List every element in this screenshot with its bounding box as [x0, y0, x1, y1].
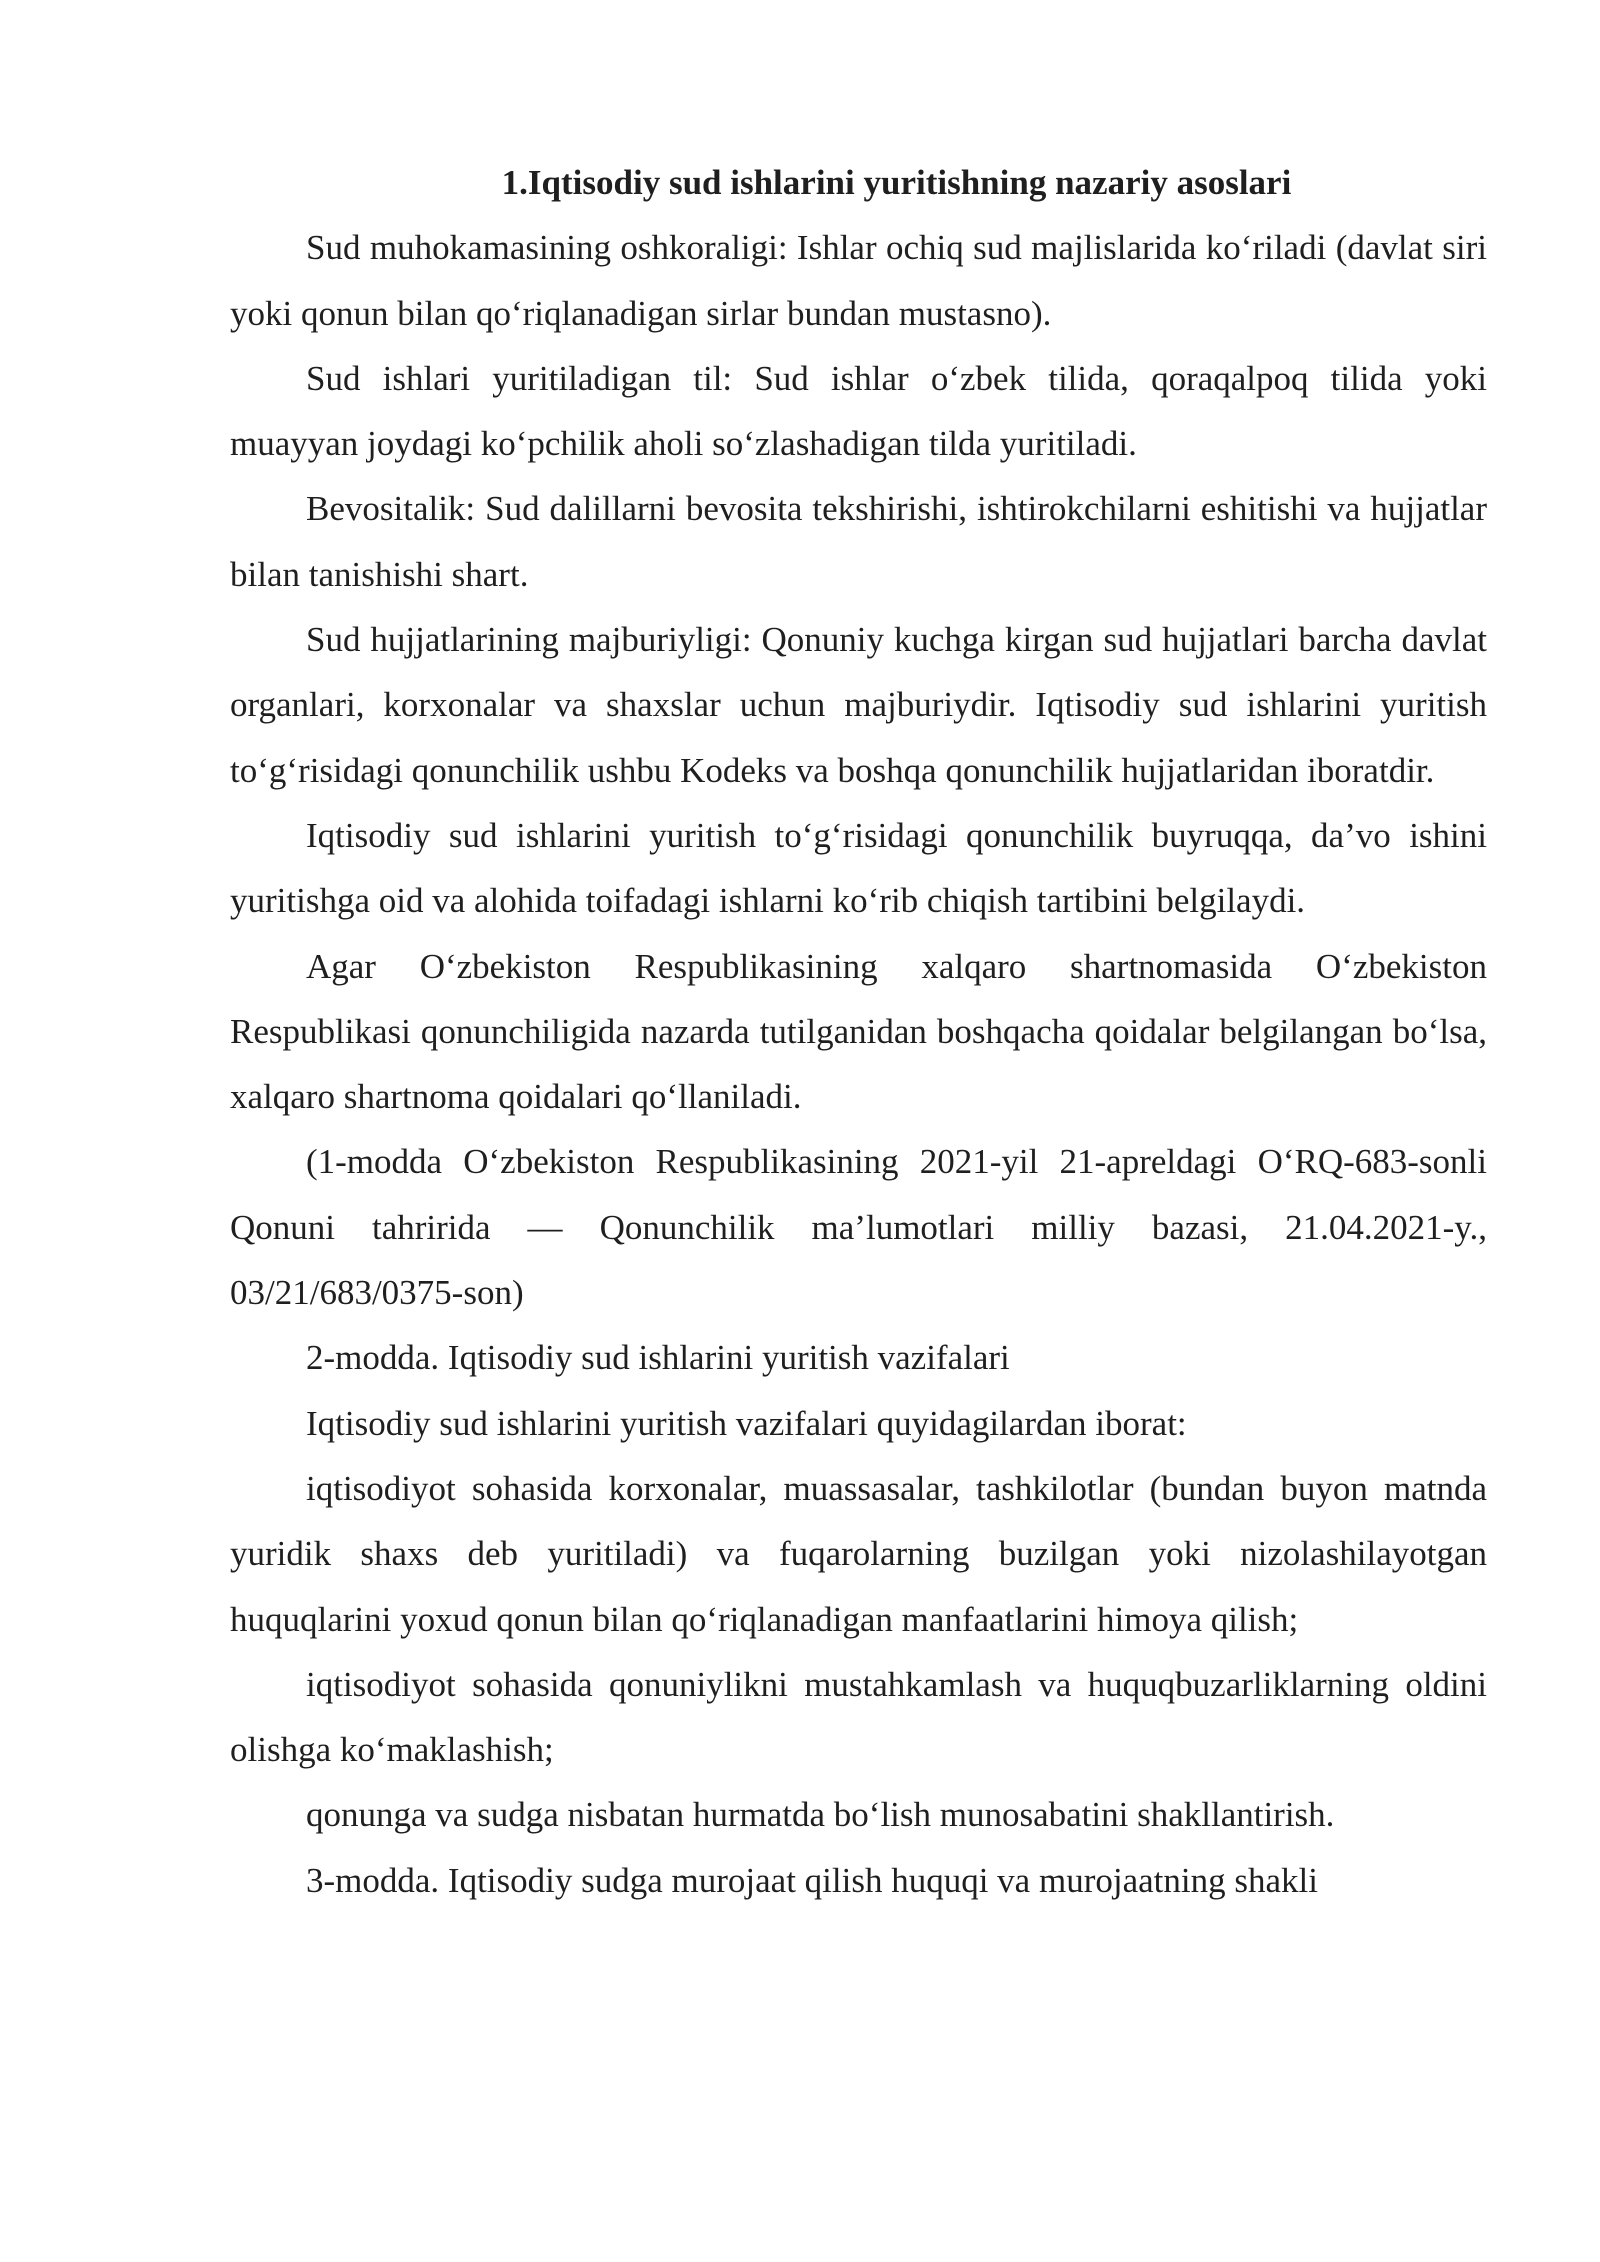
paragraph-legislation-scope: Iqtisodiy sud ishlarini yuritish toʻgʻrisidagi qonunchilik buyruqqa, da’vo ishini yuritishga oid va alohida toifadagi ishlarni koʻrib chiqish tartibini belgilaydi.: [230, 815, 1487, 921]
paragraph-amendment-note: (1-modda Oʻzbekiston Respublikasining 2021-yil 21-apreldagi OʻRQ-683-sonli Qonuni tahririda — Qonunchilik ma’lumotlari milliy bazasi, 21.04.2021-y., 03/21/683/0375-son): [230, 1142, 1487, 1313]
paragraph-language: Sud ishlari yuritiladigan til: Sud ishlar oʻzbek tilida, qoraqalpoq tilida yoki muayyan joydagi koʻpchilik aholi soʻzlashadigan tilda yuritiladi.: [230, 358, 1487, 464]
section-title: 1.Iqtisodiy sud ishlarini yuritishning nazariy asoslari: [501, 163, 1292, 202]
paragraph-task-respect: qonunga va sudga nisbatan hurmatda boʻlish munosabatini shakllantirish.: [306, 1795, 1335, 1835]
article-3-heading: 3-modda. Iqtisodiy sudga murojaat qilish huquqi va murojaatning shakli: [306, 1860, 1318, 1900]
paragraph-binding-acts: Sud hujjatlarining majburiyligi: Qonuniy kuchga kirgan sud hujjatlari barcha davlat organlari, korxonalar va shaxslar uchun majburiydir. Iqtisodiy sud ishlarini yuritish toʻgʻrisidagi qonunchilik ushbu Kodeks va boshqa qonunchilik hujjatlaridan iboratdir.: [230, 620, 1487, 790]
article-2-heading: 2-modda. Iqtisodiy sud ishlarini yuritish vazifalari: [306, 1338, 1010, 1378]
paragraph-publicity: Sud muhokamasining oshkoraligi: Ishlar ochiq sud majlislarida koʻriladi (davlat siri yoki qonun bilan qoʻriqlanadigan sirlar bundan mustasno).: [230, 228, 1487, 333]
paragraph-task-protection: iqtisodiyot sohasida korxonalar, muassasalar, tashkilotlar (bundan buyon matnda yuridik shaxs deb yuritiladi) va fuqarolarning buzilgan yoki nizolashilayotgan huquqlarini yoxud qonun bilan qoʻriqlanadigan manfaatlarini himoya qilish;: [230, 1468, 1487, 1639]
document-body: [230, 150, 1487, 1913]
paragraph-international-treaty: Agar Oʻzbekiston Respublikasining xalqaro shartnomasida Oʻzbekiston Respublikasi qonunchiligida nazarda tutilganidan boshqacha qoidalar belgilangan boʻlsa, xalqaro shartnoma qoidalari qoʻllaniladi.: [230, 946, 1487, 1117]
paragraph-tasks-intro: Iqtisodiy sud ishlarini yuritish vazifalari quyidagilardan iborat:: [306, 1403, 1187, 1443]
paragraph-task-legality: iqtisodiyot sohasida qonuniylikni mustahkamlash va huquqbuzarliklarning oldini olishga koʻmaklashish;: [230, 1664, 1487, 1770]
paragraph-directness: Bevositalik: Sud dalillarni bevosita tekshirishi, ishtirokchilarni eshitishi va hujjatlar bilan tanishishi shart.: [230, 489, 1487, 594]
